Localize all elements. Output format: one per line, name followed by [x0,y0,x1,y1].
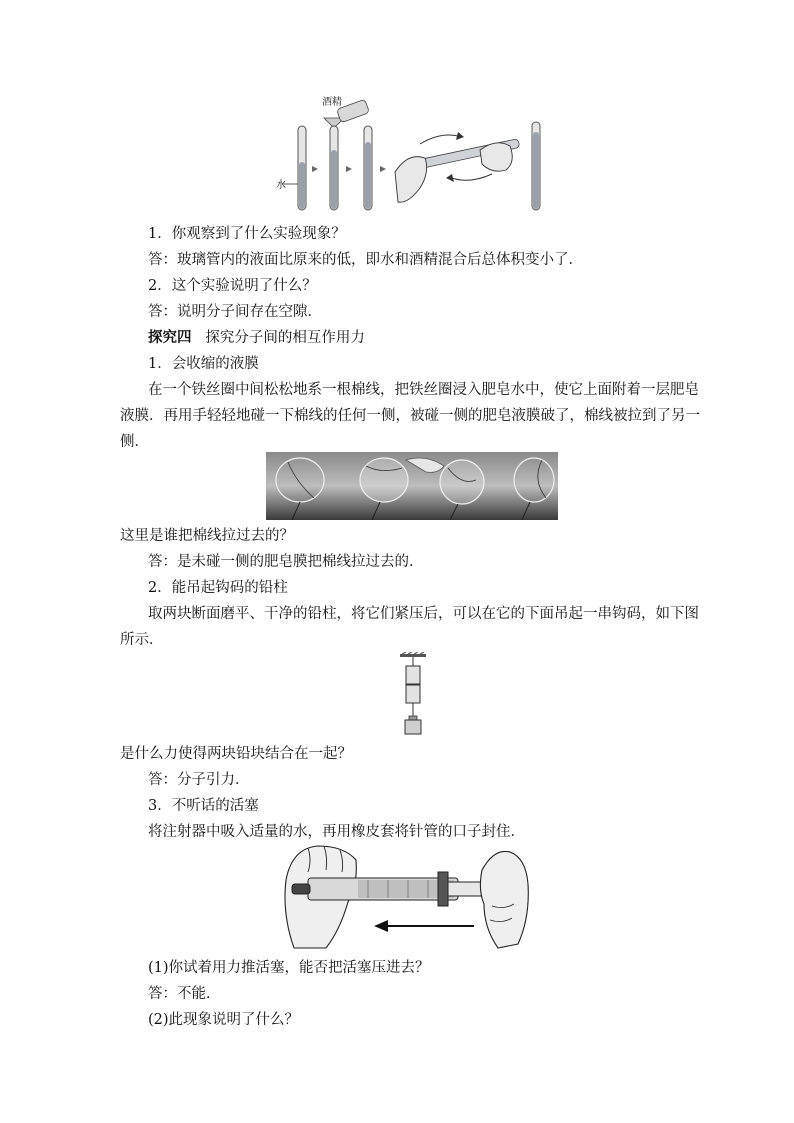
subsection-1-para-line1: 在一个铁丝圈中间松松地系一根棉线，把铁丝圈浸入肥皂水中，使它上面附着一层肥皂 [148,382,699,398]
subsection-2-answer: 答：分子引力． [148,772,250,788]
question-1: 1．你观察到了什么实验现象？ [148,226,346,242]
answer-2: 答：说明分子间存在空隙． [148,304,322,320]
subsection-2-para-line2: 所示． [120,632,164,648]
tube-experiment-figure [270,92,550,214]
alcohol-label: 酒精 [322,97,342,108]
answer-1: 答：玻璃管内的液面比原来的低，即水和酒精混合后总体积变小了． [148,252,583,268]
subsection-3-para: 将注射器中吸入适量的水，再用橡皮套将针管的口子封住． [148,824,525,840]
subsection-3-title: 3．不听话的活塞 [148,798,259,814]
subsection-2-question: 是什么力使得两块铅块结合在一起？ [120,746,352,762]
subsection-1-title: 1．会收缩的液膜 [148,356,259,372]
soap-film-photo [266,452,558,520]
subsection-1-para-line2: 液膜．再用手轻轻地碰一下棉线的任何一侧，被碰一侧的肥皂液膜破了，棉线被拉到了另一 [120,408,700,424]
water-label: 水 [276,180,286,191]
question-2: 2．这个实验说明了什么？ [148,278,317,294]
subsection-2-para-line1: 取两块断面磨平、干净的铅柱，将它们紧压后，可以在它的下面吊起一串钩码，如下图 [148,606,699,622]
subsection-2-title: 2．能吊起钩码的铅柱 [148,580,288,596]
subsection-3-question-2: (2)此现象说明了什么？ [148,1012,300,1028]
section-tag: 探究四 [148,329,192,346]
subsection-1-answer: 答：是未碰一侧的肥皂膜把棉线拉过去的． [148,554,424,570]
subsection-1-question: 这里是谁把棉线拉过去的？ [120,528,294,544]
subsection-3-question-1: (1)你试着用力推活塞，能否把活塞压进去？ [148,960,430,976]
section-heading [148,328,680,348]
lead-cylinder-figure [396,652,430,738]
subsection-1-para-line3: 侧． [120,434,149,450]
section-title: 探究分子间的相互作用力 [205,330,365,346]
subsection-3-answer-1: 答：不能． [148,986,221,1002]
syringe-figure [278,844,532,950]
